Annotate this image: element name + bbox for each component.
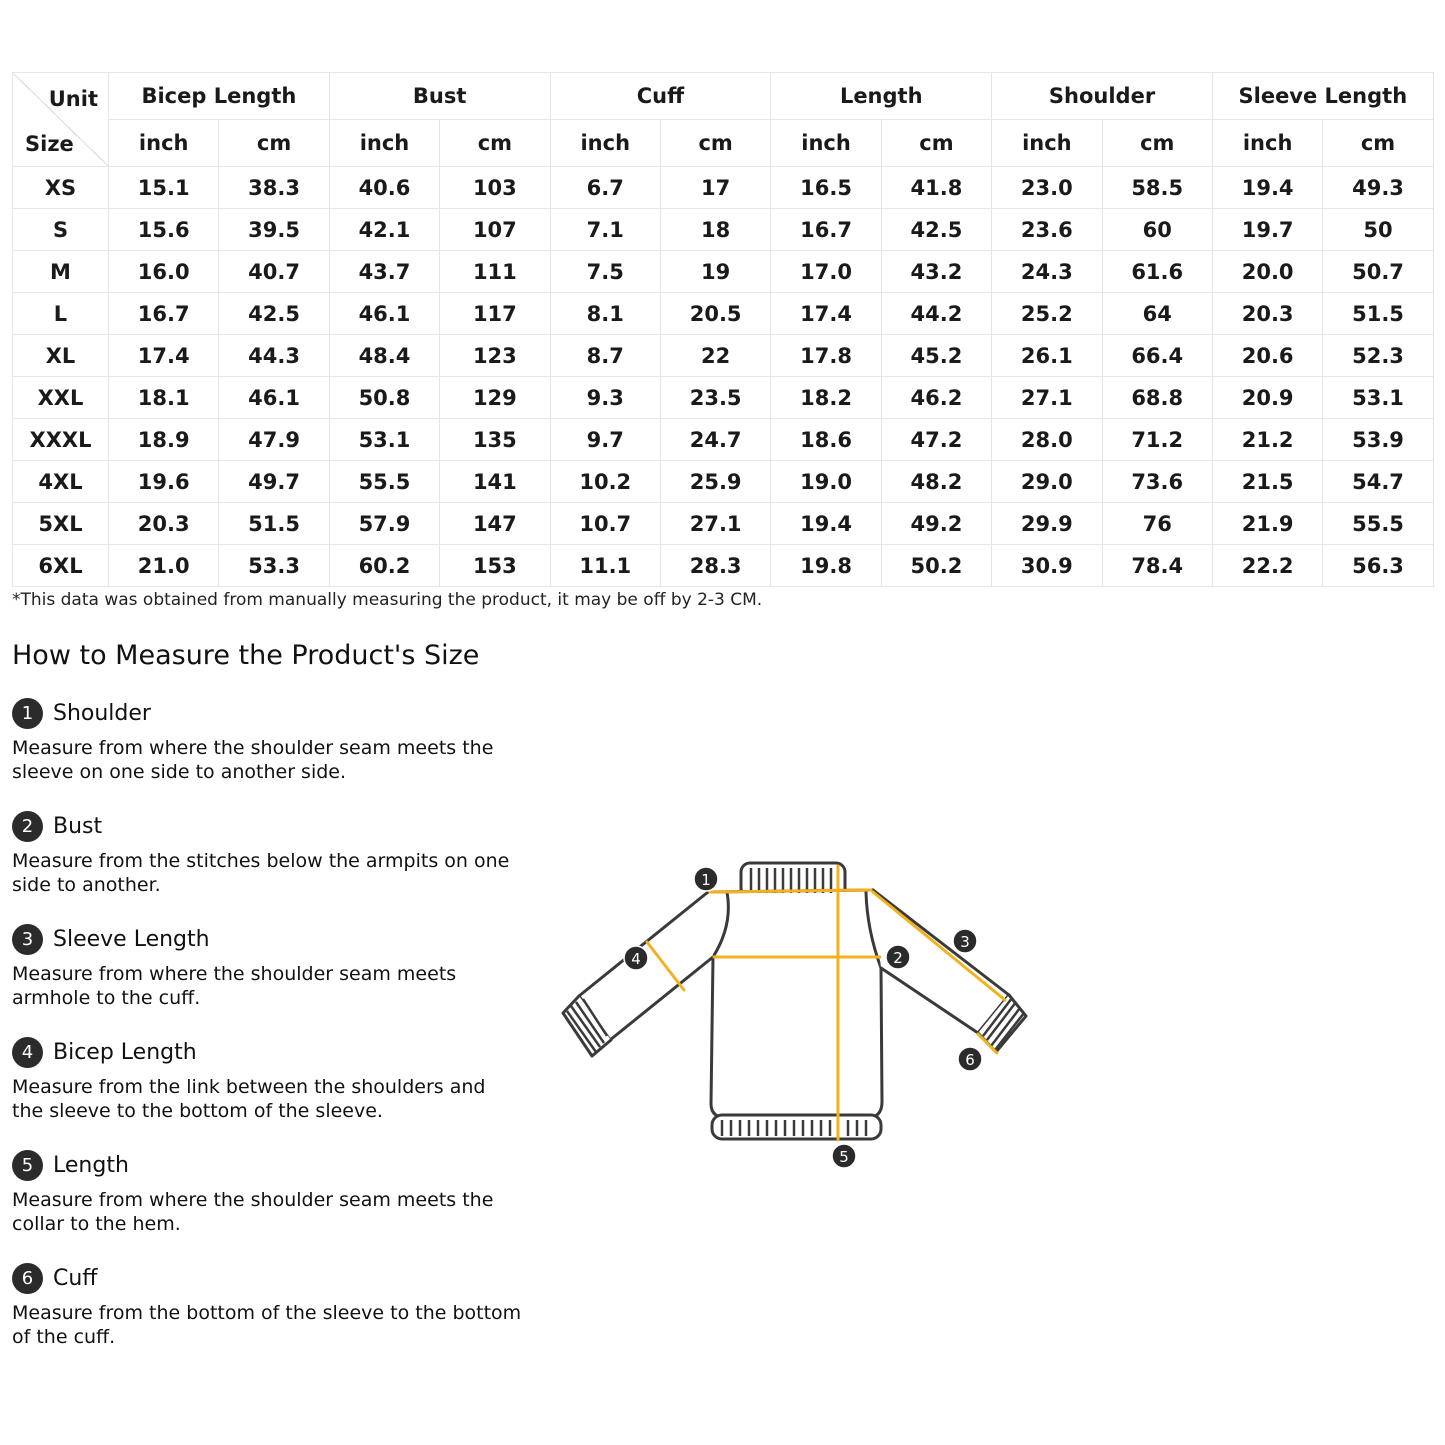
- measurement-cell: 9.7: [550, 419, 660, 461]
- measurement-header-row: [13, 73, 1434, 120]
- column-group-header: Bicep Length: [109, 73, 330, 120]
- unit-header: cm: [1323, 120, 1433, 167]
- table-row: [13, 293, 1434, 335]
- measurement-cell: 46.1: [219, 377, 329, 419]
- guide-item-description: Measure from the stitches below the armpits on one side to another.: [12, 850, 510, 896]
- measurement-cell: 8.7: [550, 335, 660, 377]
- measurement-cell: 19.4: [771, 503, 881, 545]
- guide-item-label: Sleeve Length: [53, 926, 210, 952]
- measurement-cell: 30.9: [992, 545, 1102, 587]
- measurement-cell: 20.3: [109, 503, 219, 545]
- measurement-cell: 51.5: [1323, 293, 1433, 335]
- column-group-header: Shoulder: [992, 73, 1213, 120]
- guide-item-label: Bicep Length: [53, 1039, 197, 1065]
- measurement-cell: 29.9: [992, 503, 1102, 545]
- measurement-cell: 15.6: [109, 209, 219, 251]
- measurement-cell: 78.4: [1102, 545, 1212, 587]
- measurement-cell: 46.2: [881, 377, 991, 419]
- step-number-badge: 4: [12, 1037, 43, 1068]
- measurement-cell: 19.8: [771, 545, 881, 587]
- size-cell: 4XL: [13, 461, 109, 503]
- measurement-cell: 53.3: [219, 545, 329, 587]
- table-row: [13, 503, 1434, 545]
- marker-1: [694, 867, 718, 891]
- table-row: [13, 545, 1434, 587]
- measurement-cell: 48.4: [329, 335, 439, 377]
- measurement-cell: 19.4: [1212, 167, 1322, 209]
- measurement-cell: 56.3: [1323, 545, 1433, 587]
- marker-2-label: 2: [893, 949, 903, 967]
- guide-item-label: Cuff: [53, 1265, 98, 1291]
- measurement-cell: 20.0: [1212, 251, 1322, 293]
- marker-5: [832, 1144, 856, 1168]
- unit-header: inch: [109, 120, 219, 167]
- measurement-cell: 60: [1102, 209, 1212, 251]
- unit-header: cm: [660, 120, 770, 167]
- size-label: Size: [25, 132, 74, 156]
- size-cell: XXL: [13, 377, 109, 419]
- measurement-cell: 60.2: [329, 545, 439, 587]
- measurement-cell: 20.5: [660, 293, 770, 335]
- guide-item-description: Measure from where the shoulder seam meets the collar to the hem.: [12, 1189, 494, 1235]
- measurement-cell: 6.7: [550, 167, 660, 209]
- table-row: [13, 461, 1434, 503]
- marker-1-label: 1: [701, 871, 711, 889]
- measurement-cell: 76: [1102, 503, 1212, 545]
- measurement-cell: 53.1: [1323, 377, 1433, 419]
- measurement-cell: 25.2: [992, 293, 1102, 335]
- size-cell: 5XL: [13, 503, 109, 545]
- measurement-cell: 8.1: [550, 293, 660, 335]
- measurement-cell: 24.3: [992, 251, 1102, 293]
- measurement-cell: 73.6: [1102, 461, 1212, 503]
- measurement-cell: 107: [440, 209, 550, 251]
- guide-item-sleeve-length: [12, 923, 522, 1010]
- marker-3: [953, 929, 977, 953]
- guide-item-description: Measure from where the shoulder seam meets armhole to the cuff.: [12, 963, 457, 1009]
- step-number-badge: 2: [12, 811, 43, 842]
- column-group-header: Bust: [329, 73, 550, 120]
- table-row: [13, 335, 1434, 377]
- measurement-cell: 46.1: [329, 293, 439, 335]
- measurement-cell: 19: [660, 251, 770, 293]
- measurement-cell: 17: [660, 167, 770, 209]
- measurement-cell: 117: [440, 293, 550, 335]
- measurement-cell: 28.0: [992, 419, 1102, 461]
- measurement-cell: 16.7: [109, 293, 219, 335]
- measurement-cell: 21.9: [1212, 503, 1322, 545]
- step-number-badge: 3: [12, 924, 43, 955]
- measurement-cell: 47.9: [219, 419, 329, 461]
- size-cell: XS: [13, 167, 109, 209]
- measurement-cell: 19.7: [1212, 209, 1322, 251]
- measurement-cell: 18.6: [771, 419, 881, 461]
- table-row: [13, 167, 1434, 209]
- measurement-cell: 21.0: [109, 545, 219, 587]
- measurement-cell: 9.3: [550, 377, 660, 419]
- measurement-cell: 41.8: [881, 167, 991, 209]
- table-row: [13, 251, 1434, 293]
- measurement-cell: 21.2: [1212, 419, 1322, 461]
- guide-item-description: Measure from the link between the shoulders and the sleeve to the bottom of the sleeve.: [12, 1076, 486, 1122]
- unit-header: cm: [1102, 120, 1212, 167]
- guide-item-bust: [12, 810, 522, 897]
- measurement-cell: 23.6: [992, 209, 1102, 251]
- step-number-badge: 6: [12, 1263, 43, 1294]
- measurement-cell: 27.1: [992, 377, 1102, 419]
- measurement-cell: 58.5: [1102, 167, 1212, 209]
- measurement-cell: 55.5: [329, 461, 439, 503]
- guide-item-shoulder: [12, 697, 522, 784]
- measurement-cell: 49.2: [881, 503, 991, 545]
- step-number-badge: 5: [12, 1150, 43, 1181]
- step-number-badge: 1: [12, 698, 43, 729]
- measurement-cell: 10.2: [550, 461, 660, 503]
- measurement-cell: 49.3: [1323, 167, 1433, 209]
- measurement-cell: 64: [1102, 293, 1212, 335]
- measurement-cell: 22: [660, 335, 770, 377]
- measurement-cell: 7.1: [550, 209, 660, 251]
- measuring-guide-title: How to Measure the Product's Size: [12, 640, 480, 671]
- unit-header: cm: [440, 120, 550, 167]
- measurement-cell: 55.5: [1323, 503, 1433, 545]
- measurement-cell: 66.4: [1102, 335, 1212, 377]
- measurement-cell: 20.3: [1212, 293, 1322, 335]
- body-shape: [711, 892, 882, 1118]
- size-cell: XXXL: [13, 419, 109, 461]
- marker-2: [886, 945, 910, 969]
- measurement-cell: 18.1: [109, 377, 219, 419]
- measurement-cell: 45.2: [881, 335, 991, 377]
- column-group-header: Cuff: [550, 73, 771, 120]
- unit-header: inch: [1212, 120, 1322, 167]
- unit-header: inch: [771, 120, 881, 167]
- column-group-header: Length: [771, 73, 992, 120]
- guide-item-length: [12, 1149, 522, 1236]
- measurement-cell: 29.0: [992, 461, 1102, 503]
- measurement-cell: 7.5: [550, 251, 660, 293]
- size-cell: M: [13, 251, 109, 293]
- size-cell: XL: [13, 335, 109, 377]
- measurement-cell: 17.8: [771, 335, 881, 377]
- measurement-cell: 61.6: [1102, 251, 1212, 293]
- measurement-cell: 43.7: [329, 251, 439, 293]
- measurement-cell: 20.6: [1212, 335, 1322, 377]
- measurement-cell: 27.1: [660, 503, 770, 545]
- measurement-cell: 17.4: [109, 335, 219, 377]
- marker-6: [958, 1047, 982, 1071]
- measurement-cell: 50.2: [881, 545, 991, 587]
- measurement-cell: 24.7: [660, 419, 770, 461]
- marker-5-label: 5: [839, 1148, 849, 1166]
- measurement-cell: 18: [660, 209, 770, 251]
- guide-item-description: Measure from the bottom of the sleeve to the bottom of the cuff.: [12, 1302, 522, 1348]
- unit-header: inch: [992, 120, 1102, 167]
- measurement-cell: 21.5: [1212, 461, 1322, 503]
- measurement-cell: 123: [440, 335, 550, 377]
- table-row: [13, 209, 1434, 251]
- size-cell: S: [13, 209, 109, 251]
- measurement-cell: 18.2: [771, 377, 881, 419]
- measurement-cell: 40.6: [329, 167, 439, 209]
- measurement-cell: 16.5: [771, 167, 881, 209]
- guide-item-description: Measure from where the shoulder seam meets the sleeve on one side to another side.: [12, 737, 494, 783]
- measurement-cell: 17.4: [771, 293, 881, 335]
- measurement-cell: 19.6: [109, 461, 219, 503]
- measurement-cell: 11.1: [550, 545, 660, 587]
- measurement-cell: 17.0: [771, 251, 881, 293]
- measurement-cell: 23.0: [992, 167, 1102, 209]
- table-row: [13, 419, 1434, 461]
- measurement-cell: 57.9: [329, 503, 439, 545]
- measurement-cell: 103: [440, 167, 550, 209]
- measurement-cell: 44.2: [881, 293, 991, 335]
- measurement-cell: 20.9: [1212, 377, 1322, 419]
- measurement-cell: 15.1: [109, 167, 219, 209]
- unit-header: cm: [881, 120, 991, 167]
- measurement-cell: 38.3: [219, 167, 329, 209]
- measurement-cell: 43.2: [881, 251, 991, 293]
- marker-6-label: 6: [965, 1051, 975, 1069]
- measurement-cell: 19.0: [771, 461, 881, 503]
- measurement-cell: 53.1: [329, 419, 439, 461]
- measurement-cell: 16.0: [109, 251, 219, 293]
- table-row: [13, 377, 1434, 419]
- hem-band: [712, 1115, 881, 1139]
- measurement-cell: 10.7: [550, 503, 660, 545]
- measurement-cell: 22.2: [1212, 545, 1322, 587]
- size-cell: L: [13, 293, 109, 335]
- measurement-cell: 18.9: [109, 419, 219, 461]
- measurement-cell: 42.1: [329, 209, 439, 251]
- size-chart-table: [12, 72, 1434, 587]
- measurement-cell: 48.2: [881, 461, 991, 503]
- measurement-cell: 52.3: [1323, 335, 1433, 377]
- guide-item-label: Shoulder: [53, 700, 151, 726]
- measurement-cell: 129: [440, 377, 550, 419]
- measurement-cell: 111: [440, 251, 550, 293]
- measurement-cell: 54.7: [1323, 461, 1433, 503]
- measurement-cell: 49.7: [219, 461, 329, 503]
- measurement-cell: 23.5: [660, 377, 770, 419]
- measurement-cell: 40.7: [219, 251, 329, 293]
- unit-header-row: [13, 120, 1434, 167]
- marker-4-label: 4: [631, 950, 641, 968]
- guide-item-label: Length: [53, 1152, 129, 1178]
- measurement-cell: 68.8: [1102, 377, 1212, 419]
- marker-4: [624, 946, 648, 970]
- measurement-cell: 47.2: [881, 419, 991, 461]
- measurement-cell: 135: [440, 419, 550, 461]
- measurement-cell: 53.9: [1323, 419, 1433, 461]
- measurement-cell: 50.8: [329, 377, 439, 419]
- left-sleeve-shape: [579, 892, 713, 1040]
- marker-3-label: 3: [960, 933, 970, 951]
- measurement-cell: 147: [440, 503, 550, 545]
- measurement-cell: 16.7: [771, 209, 881, 251]
- measurement-cell: 50: [1323, 209, 1433, 251]
- unit-header: inch: [550, 120, 660, 167]
- measurement-cell: 51.5: [219, 503, 329, 545]
- measurement-cell: 153: [440, 545, 550, 587]
- measurement-cell: 42.5: [881, 209, 991, 251]
- measurement-cell: 71.2: [1102, 419, 1212, 461]
- measurement-cell: 28.3: [660, 545, 770, 587]
- unit-header: inch: [329, 120, 439, 167]
- guide-item-cuff: [12, 1262, 522, 1349]
- measurement-cell: 39.5: [219, 209, 329, 251]
- unit-size-corner-cell: [13, 73, 109, 167]
- guide-item-label: Bust: [53, 813, 103, 839]
- sweater-outline: [563, 863, 1026, 1139]
- unit-header: cm: [219, 120, 329, 167]
- size-cell: 6XL: [13, 545, 109, 587]
- sweater-measurement-diagram: [555, 855, 1035, 1175]
- shoulder-measure-line: [710, 890, 871, 892]
- guide-item-bicep-length: [12, 1036, 522, 1123]
- measurement-cell: 42.5: [219, 293, 329, 335]
- measurement-cell: 44.3: [219, 335, 329, 377]
- measurement-disclaimer: *This data was obtained from manually measuring the product, it may be off by 2-3 CM.: [12, 590, 763, 610]
- unit-label: Unit: [48, 87, 98, 111]
- measurement-cell: 50.7: [1323, 251, 1433, 293]
- measurement-cell: 141: [440, 461, 550, 503]
- measurement-cell: 25.9: [660, 461, 770, 503]
- column-group-header: Sleeve Length: [1212, 73, 1433, 120]
- measurement-cell: 26.1: [992, 335, 1102, 377]
